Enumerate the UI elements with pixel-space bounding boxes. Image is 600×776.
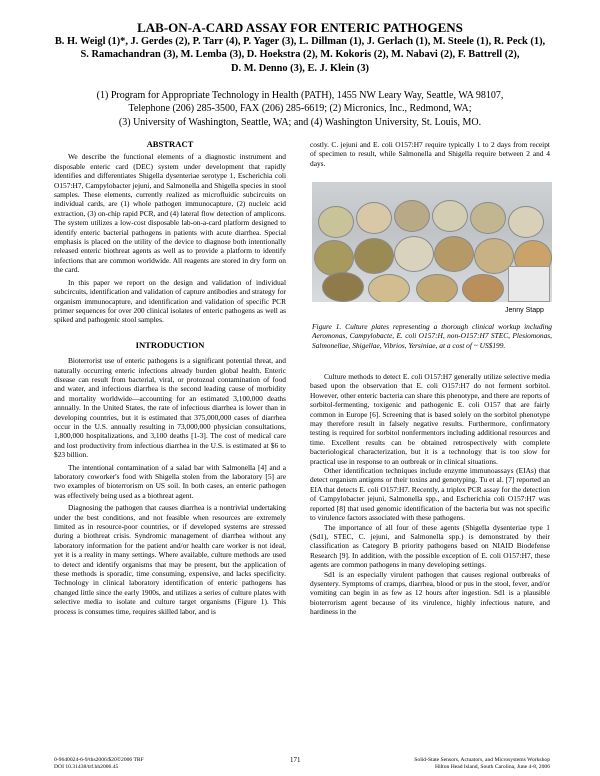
left-column — [54, 140, 286, 616]
footer-right — [390, 757, 550, 771]
abstract-paragraph: We describe the functional elements of a diagnostic instrument and disposable enteric card (DEC) system under development that rapidly identifies and differentiates Shigella dysenteriae serotype 1, Escherichia coli O157:H7, Campylobacter jejuni, and Salmonella and Shigella species in stool samples. These elements, currently realized as microfluidic subcircuits on individual cards, are (1) whole pathogen immunocapture, (2) nucleic acid extraction, (3) on-chip rapid PCR, and (4) lateral flow detection of amplicons. The system utilizes a low-cost disposable lab-on-a-card platform designed to identify enteric bacterial pathogens in patients with acute diarrhea. Special emphasis is placed on the utility of the device to diagnose both intentionally released enteric biothreat agents as well as to provide a platform to identify infections that are common worldwide. All reagents are stored in dry form on the card. — [54, 152, 286, 275]
page-number: 171 — [290, 756, 301, 764]
body-paragraph: Diagnosing the pathogen that causes diarrhea is a nontrivial undertaking under the best conditions, and not feasible when resources are extremely limited as in resource-poor countries, or if developed systems are stressed during a biothreat crisis. Syndromic management of diarrhea without any laboratory information for the patient and/or health care worker is not ideal, yet it is a reality in many settings. Where available, culture methods are used to detect and identify organisms that may be present, but the application of these methods is sporadic, time consuming, expensive, and lacks specificity. Technology in clinical laboratory identification of enteric pathogens has changed little since the early 1900s, and utilizes a series of culture plates with selective media to isolate and culture target organisms (Figure 1). This process is consumes time, requires skilled labor, and is — [54, 503, 286, 616]
isbn-line: 0-9640024-6-9/ths2006/$20©2006 TRF — [54, 757, 144, 763]
paper-title: LAB-ON-A-CARD ASSAY FOR ENTERIC PATHOGENS — [137, 20, 463, 35]
footer-left — [54, 757, 144, 771]
body-paragraph: The intentional contamination of a salad bar with Salmonella [4] and a laboratory coworker's food with Shigella stolen from the laboratory [5] are two examples of bioterrorism on US soil. In both cases, an enteric pathogen was effectively being used as a biothreat agent. — [54, 462, 286, 500]
location-line: Hilton Head Island, South Carolina, June 4-8, 2006 — [435, 764, 550, 770]
author-line: B. H. Weigl (1)*, J. Gerdes (2), P. Tarr (4), P. Yager (3), L. Dillman (1), J. Gerlach (1), M. Steele (1), R. Peck (1), — [54, 36, 546, 47]
right-column-bottom — [310, 372, 550, 617]
conference-line: Solid-State Sensors, Actuators, and Microsystems Workshop — [414, 757, 550, 763]
author-line: S. Ramachandran (3), M. Lemba (3), D. Hoekstra (2), M. Kokoris (2), M. Nabavi (2), F. Battrell (2), — [80, 49, 520, 61]
introduction-heading: INTRODUCTION — [135, 339, 205, 350]
affiliation-line: (1) Program for Appropriate Technology in Health (PATH), 1455 NW Leary Way, Seattle, WA 98107, — [96, 90, 504, 101]
photo-credit: Jenny Stapp — [505, 307, 544, 314]
author-line: D. M. Denno (3), E. J. Klein (3) — [231, 62, 369, 74]
figure-caption: Figure 1. Culture plates representing a thorough clinical workup including Aeromonas, Campylobacte, E. coli O157:H, non-O157:H7 STEC, Plesiomonas, Salmonellae, Shigellae, Vibrios, Yersiniae, at a cost of ~ US$199. — [312, 322, 552, 350]
affiliation-line: Telephone (206) 285-3500, FAX (206) 285-6619; (2) Micronics, Inc., Redmond, WA; — [128, 103, 472, 115]
body-paragraph: Culture methods to detect E. coli O157:H7 generally utilize selective media based upon the observation that E. coli O157:H7 do not ferment sorbitol. However, other enteric bacteria can share this phenotype, and there are reports of sorbitol-fermenting, toxigenic and pathogenic E. coli O157 that are fairly common in Europe [6]. Screening that is based solely on the sorbitol phenotype may therefore result in falsely negative results. Furthermore, confirmatory testing is required for sorbitol nonfermentors including additional resources and time. Excellent results can be obtained retrospectively with complete bacteriological characterization, but it is a technology that is too slow for practical use in response to an outbreak or in clinical situations. — [310, 372, 550, 466]
right-column-top — [310, 140, 550, 168]
affiliations — [20, 89, 580, 129]
abstract-paragraph: In this paper we report on the design and validation of individual subcircuits, identification and validation of capture antibodies and strategy for organism immunocapture, and identification and validation of specific PCR primer sequences for over 200 clinical isolates of enteric pathogens as well as spiked and pathogenic stool samples. — [54, 277, 286, 325]
body-paragraph: costly. C. jejuni and E. coli O157:H7 require typically 1 to 2 days from receipt of specimen to result, while Salmonella and Shigella require between 2 and 4 days. — [310, 140, 550, 168]
culture-plates-photo — [312, 182, 552, 302]
author-list — [20, 35, 580, 75]
abstract-heading: ABSTRACT — [146, 139, 194, 149]
body-paragraph: Bioterrorist use of enteric pathogens is a significant potential threat, and naturally occurring enteric infections already burden global health. Enteric disease can result from bacterial, viral, or protozoal contamination of food and water, and infectious diarrhea is the second leading cause of morbidity and mortality worldwide—accounting for an estimated 3,100,000 deaths annually. In the United States, the rate of infectious diarrhea is lower than in developing countries, but it is estimated that 375,000,000 cases of diarrhea occur in the U.S. annually resulting in 73,000,000 physician consultations, 1,800,000 hospitalizations, and 3,100 deaths [1-3]. The cost of medical care and lost productivity from infectious diarrhea in the U.S. is estimated at $6 to $23 billion. — [54, 356, 286, 460]
affiliation-line: (3) University of Washington, Seattle, WA; and (4) Washington University, St. Louis, MO. — [118, 116, 482, 128]
body-paragraph: Other identification techniques include enzyme immunoassays (EIAs) that detect organism antigens or their toxins and genotyping. Tu et al. [7] reported an EIA that detects E. coli O157:H7. Recently, a triplex PCR assay for the detection of Campylobacter jejuni, Salmonella spp., and Escherichia coli O157:H7 was reported [8] that used genomic identification of the bacteria but was not specific to virulence factors associated with these pathogens. — [310, 466, 550, 523]
body-paragraph: The importance of all four of these agents (Shigella dysenteriae type 1 (Sd1), STEC, C. jejuni, and Salmonella spp.) is demonstrated by their classification as Category B priority pathogens based on NIAID Biodefense Research [9]. In addition, with the possible exception of E. coli O157:H7, these agents are common pathogens in many developing settings. — [310, 522, 550, 570]
body-paragraph: Sd1 is an especially virulent pathogen that causes regional outbreaks of dysentery. Symptoms of cramps, diarrhea, blood or pus in the stool, fever, and/or vomiting can begin in as few as 12 hours after ingestion. Sd1 is a plausible bioterrorism agent because of its virulence, highly infectious nature, and hardiness in the — [310, 569, 550, 617]
doi-line: DOI 10.31438/trf.hh2006.45 — [54, 764, 119, 770]
